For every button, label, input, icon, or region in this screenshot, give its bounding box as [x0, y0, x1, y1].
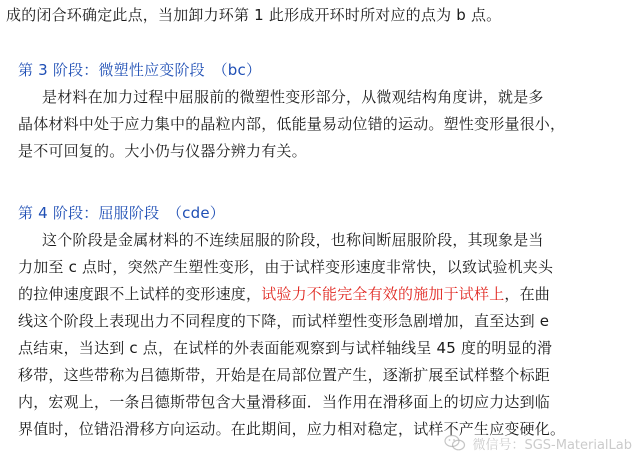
stage3-paragraph-line-3: 是不可回复的。大小仍与仪器分辨力有关。: [18, 142, 307, 160]
stage4-line3-text-before: 的拉伸速度跟不上试样的变形速度，: [18, 285, 262, 303]
highlighted-phrase: 试验力不能完全有效的施加于试样上: [261, 285, 505, 303]
watermark: [444, 432, 632, 454]
stage3-heading: 第 3 阶段：微塑性应变阶段 （bc）: [18, 61, 262, 79]
stage4-line3-text-after: ，在曲: [504, 285, 551, 303]
top-fragment-line: 成的闭合环确定此点，当加卸力环第 1 此形成开环时所对应的点为 b 点。: [6, 6, 502, 24]
stage4-paragraph-line-1: 这个阶段是金属材料的不连续屈服的阶段，也称间断屈服阶段，其现象是当: [42, 231, 544, 249]
wechat-icon: [444, 434, 466, 452]
stage4-paragraph-line-2: 力加至 c 点时，突然产生塑性变形，由于试样变形速度非常快，以致试验机夹头: [18, 258, 554, 276]
watermark-text: 微信号：SGS-MaterialLab: [472, 437, 632, 453]
stage4-paragraph-line-8: 界值时，位错沿滑移方向运动。在此期间，应力相对稳定，试样不产生应变硬化。: [18, 420, 566, 438]
stage4-paragraph-line-4: 线这个阶段上表现出力不同程度的下降，而试样塑性变形急剧增加，直至达到 e: [18, 312, 550, 330]
stage4-paragraph-line-6: 移带，这些带称为吕德斯带，开始是在局部位置产生，逐渐扩展至试样整个标距: [18, 366, 551, 384]
stage4-paragraph-line-7: 内，宏观上，一条吕德斯带包含大量滑移面．当作用在滑移面上的切应力达到临: [18, 393, 551, 411]
stage4-paragraph-line-3: [18, 283, 550, 305]
stage4-heading: 第 4 阶段：屈服阶段 （cde）: [18, 204, 225, 222]
stage4-paragraph-line-5: 点结束，当达到 c 点，在试样的外表面能观察到与试样轴线呈 45 度的明显的滑: [18, 339, 553, 357]
stage3-paragraph-line-1: 是材料在加力过程中屈服前的微塑性变形部分，从微观结构角度讲，就是多: [42, 88, 544, 106]
stage3-paragraph-line-2: 晶体材料中处于应力集中的晶粒内部，低能量易动位错的运动。塑性变形量很小，: [18, 115, 566, 133]
